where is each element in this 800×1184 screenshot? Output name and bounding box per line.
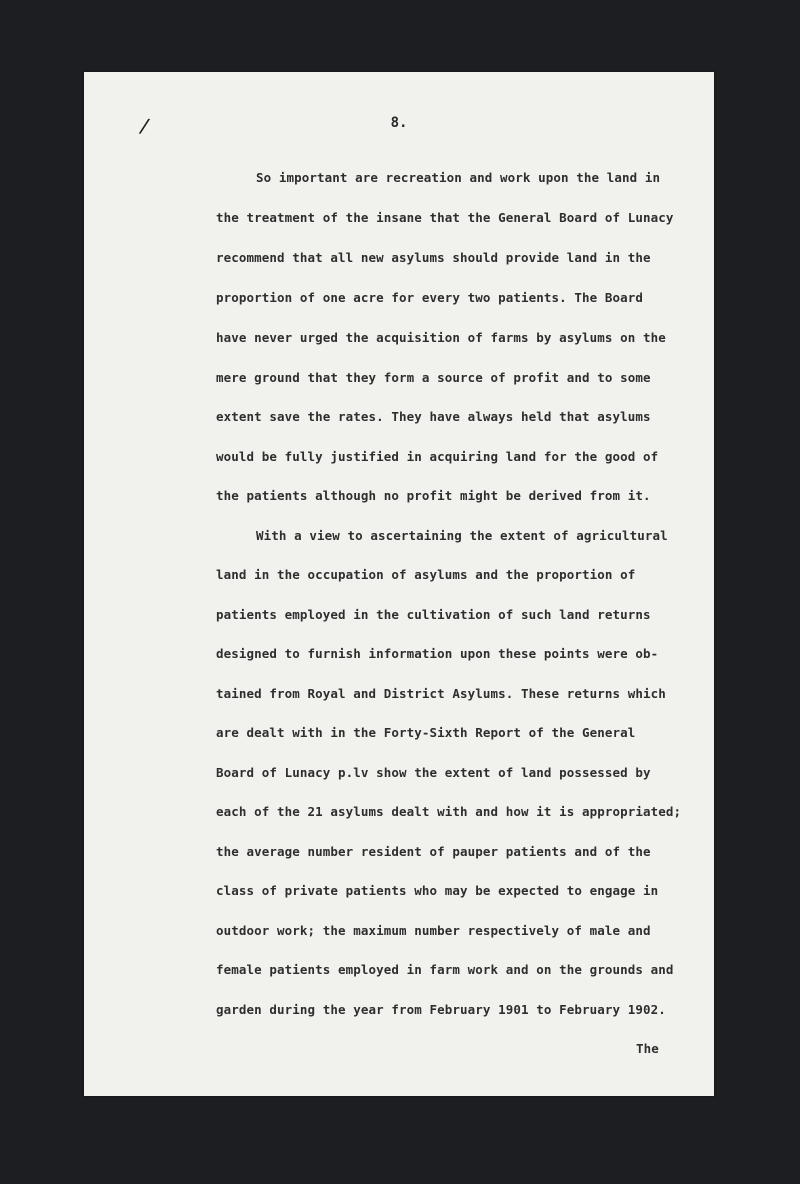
text-line: recommend that all new asylums should provide land in the bbox=[216, 250, 651, 265]
text-line: mere ground that they form a source of profit and to some bbox=[216, 370, 651, 385]
text-line: designed to furnish information upon these points were ob- bbox=[216, 646, 659, 661]
text-line: each of the 21 asylums dealt with and how it is appropriated; bbox=[216, 804, 682, 819]
text-line: have never urged the acquisition of farms by asylums on the bbox=[216, 330, 666, 345]
text-line: tained from Royal and District Asylums. These returns which bbox=[216, 686, 666, 701]
text-line: the average number resident of pauper patients and of the bbox=[216, 844, 651, 859]
text-line: female patients employed in farm work and on the grounds and bbox=[216, 962, 674, 977]
text-line: With a view to ascertaining the extent of agricultural bbox=[256, 528, 668, 543]
text-line: garden during the year from February 1901 to February 1902. bbox=[216, 1002, 666, 1017]
catchword: The bbox=[636, 1041, 659, 1056]
text-line: the patients although no profit might be derived from it. bbox=[216, 488, 651, 503]
text-line: So important are recreation and work upon the land in bbox=[256, 170, 661, 185]
text-line: class of private patients who may be expected to engage in bbox=[216, 883, 659, 898]
text-line: the treatment of the insane that the General Board of Lunacy bbox=[216, 210, 674, 225]
text-line: would be fully justified in acquiring land for the good of bbox=[216, 449, 659, 464]
margin-mark: / bbox=[137, 116, 152, 137]
text-line: extent save the rates. They have always held that asylums bbox=[216, 409, 651, 424]
page-number: 8. bbox=[390, 115, 408, 131]
text-line: Board of Lunacy p.lv show the extent of land possessed by bbox=[216, 765, 651, 780]
text-line: outdoor work; the maximum number respectively of male and bbox=[216, 923, 651, 938]
document-page bbox=[84, 72, 714, 1096]
text-line: patients employed in the cultivation of such land returns bbox=[216, 607, 651, 622]
text-line: proportion of one acre for every two patients. The Board bbox=[216, 290, 644, 305]
text-line: land in the occupation of asylums and the proportion of bbox=[216, 567, 636, 582]
text-line: are dealt with in the Forty-Sixth Report of the General bbox=[216, 725, 636, 740]
